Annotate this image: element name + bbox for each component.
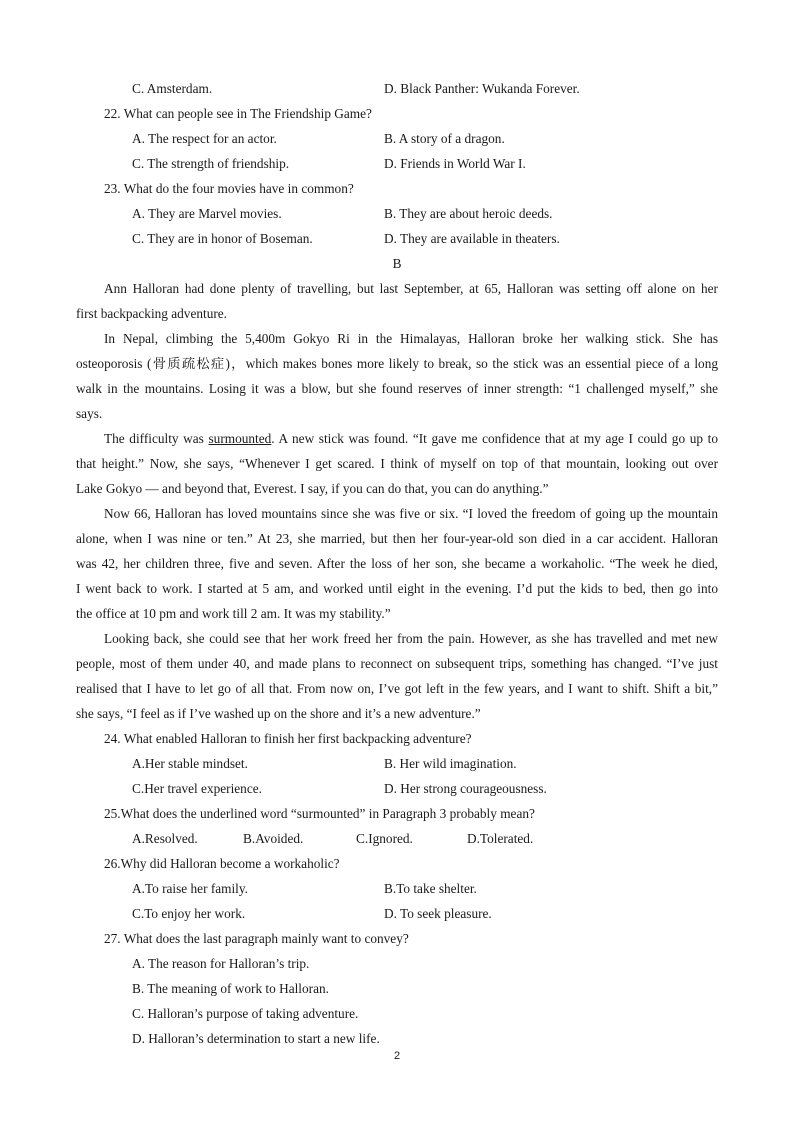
- section-label: B: [392, 256, 402, 271]
- passage-text: The difficulty was: [104, 431, 209, 446]
- q22-option-d: D. Friends in World War I.: [384, 156, 526, 171]
- q27-stem: 27. What does the last paragraph mainly want to convey?: [104, 931, 409, 946]
- q26-option-c: C.To enjoy her work.: [132, 906, 246, 921]
- q24-option-a: A.Her stable mindset.: [132, 756, 248, 771]
- q27-option-a: A. The reason for Halloran’s trip.: [132, 956, 310, 971]
- q27-option-d: D. Halloran’s determination to start a new life.: [132, 1031, 380, 1046]
- passage-line: says.: [76, 406, 103, 421]
- q23-option-b: B. They are about heroic deeds.: [384, 206, 553, 221]
- passage-line: Lake Gokyo — and beyond that, Everest. I say, if you can do that, you can do anything.”: [76, 481, 549, 496]
- passage-line: first backpacking adventure.: [76, 306, 228, 321]
- q24-option-d: D. Her strong courageousness.: [384, 781, 547, 796]
- passage-text: . A new stick was found. “It gave me confidence that at my age I could go up to: [271, 431, 718, 446]
- q25-stem: 25.What does the underlined word “surmounted” in Paragraph 3 probably mean?: [104, 806, 535, 821]
- q26-option-b: B.To take shelter.: [384, 881, 477, 896]
- q24-stem: 24. What enabled Halloran to finish her first backpacking adventure?: [104, 731, 472, 746]
- q26-option-d: D. To seek pleasure.: [384, 906, 492, 921]
- passage-line: Looking back, she could see that her work freed her from the pain. However, as she has travelled and met new: [104, 631, 718, 646]
- q22-stem: 22. What can people see in The Friendship Game?: [104, 106, 372, 121]
- q22-option-c: C. The strength of friendship.: [132, 156, 290, 171]
- q23-stem: 23. What do the four movies have in common?: [104, 181, 354, 196]
- q25-option-d: D.Tolerated.: [467, 831, 534, 846]
- q22-option-b: B. A story of a dragon.: [384, 131, 505, 146]
- passage-line: people, most of them under 40, and made plans to reconnect on subsequent trips, something has changed. “I’ve just: [76, 656, 718, 671]
- passage-line: that height.” Now, she says, “Whenever I get scared. I think of myself on top of that mountain, looking out over: [76, 456, 718, 471]
- q23-option-c: C. They are in honor of Boseman.: [132, 231, 313, 246]
- q21-option-d: D. Black Panther: Wukanda Forever.: [384, 81, 580, 96]
- passage-line: was 42, her children three, five and seven. After the loss of her son, she became a workaholic. “The week he died,: [76, 556, 718, 571]
- q24-option-b: B. Her wild imagination.: [384, 756, 517, 771]
- q22-option-a: A. The respect for an actor.: [132, 131, 277, 146]
- passage-line: walk in the mountains. Losing it was a blow, but she found reserves of inner strength: “1 challenged myself,” she: [76, 381, 718, 396]
- q26-stem: 26.Why did Halloran become a workaholic?: [104, 856, 340, 871]
- q25-option-c: C.Ignored.: [356, 831, 413, 846]
- q23-option-a: A. They are Marvel movies.: [132, 206, 282, 221]
- passage-line: I went back to work. I started at 5 am, and worked until eight in the evening. I’d put the kids to bed, then go into: [76, 581, 718, 596]
- passage-line: Ann Halloran had done plenty of travelling, but last September, at 65, Halloran was setting off alone on her: [104, 281, 718, 296]
- q27-option-b: B. The meaning of work to Halloran.: [132, 981, 329, 996]
- q21-option-c: C. Amsterdam.: [132, 81, 213, 96]
- passage-line: realised that I have to let go of all that. From now on, I’ve got left in the few years, and I want to shift. Shift a bit,”: [76, 681, 718, 696]
- passage-line: the office at 10 pm and work till 2 am. It was my stability.”: [76, 606, 391, 621]
- q27-option-c: C. Halloran’s purpose of taking adventure.: [132, 1006, 359, 1021]
- q23-option-d: D. They are available in theaters.: [384, 231, 560, 246]
- passage-line: In Nepal, climbing the 5,400m Gokyo Ri in the Himalayas, Halloran broke her walking stick. She has: [104, 331, 718, 346]
- passage-line: she says, “I feel as if I’ve washed up on the shore and it’s a new adventure.”: [76, 706, 481, 721]
- q24-option-c: C.Her travel experience.: [132, 781, 262, 796]
- page-number: 2: [393, 1050, 401, 1062]
- passage-line: Now 66, Halloran has loved mountains since she was five or six. “I loved the freedom of going up the mountain: [104, 506, 718, 521]
- underlined-word: surmounted: [208, 431, 272, 446]
- passage-line: [104, 426, 718, 451]
- passage-line: osteoporosis (骨质疏松症)，which makes bones more likely to break, so the stick was an essential piece of a long: [76, 356, 718, 371]
- q26-option-a: A.To raise her family.: [132, 881, 248, 896]
- q25-option-b: B.Avoided.: [243, 831, 304, 846]
- q25-option-a: A.Resolved.: [132, 831, 198, 846]
- passage-line: alone, when I was nine or ten.” At 23, she married, but then her four-year-old son died in a car accident. Halloran: [76, 531, 718, 546]
